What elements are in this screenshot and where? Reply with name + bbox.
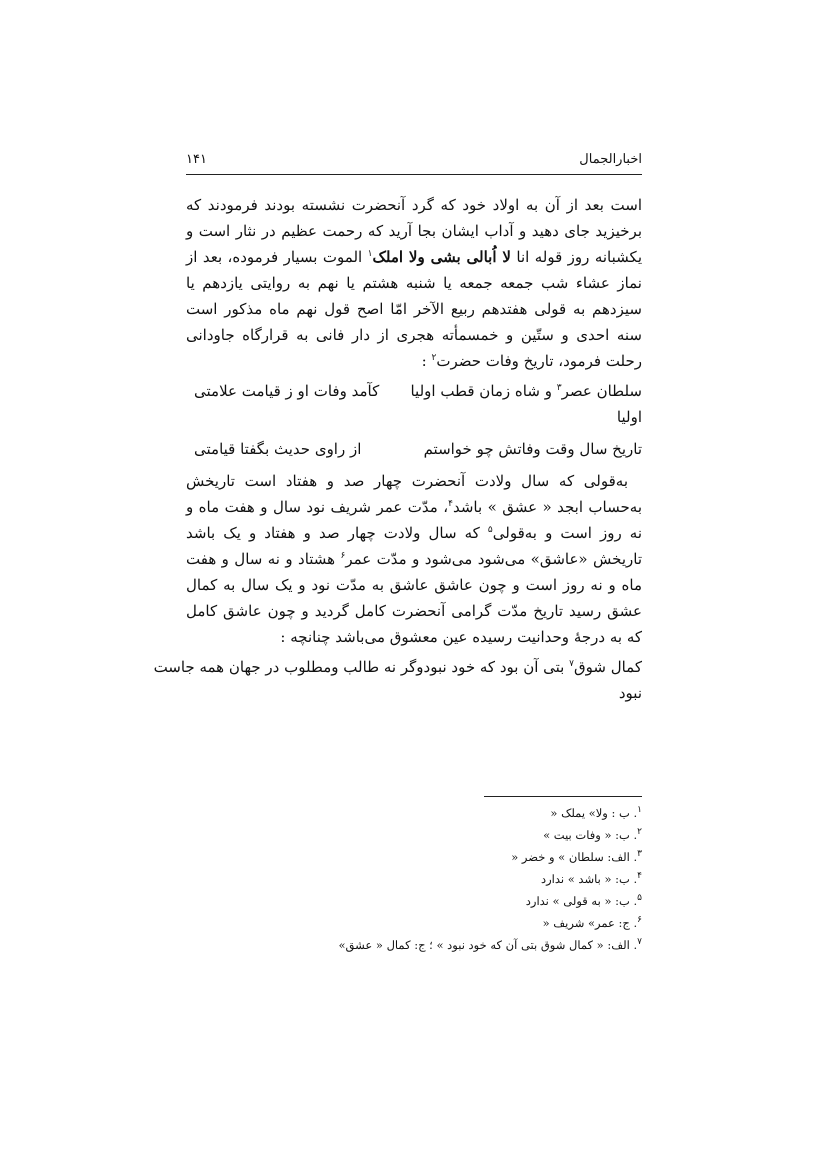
verse-1-first-hemistich [410,378,642,404]
page-number: ۱۴۱ [186,152,207,167]
text-run: است بعد از آن به اولاد خود که گرد آنحضرت نشسته بودند فرمودند که برخیزید جای دهید و آداب ایشان بجا آرید که رحمت عظیم در نثار است و یکشبانه روز قوله انا [186,196,642,266]
verse-2 [186,436,642,462]
footnote-ref: ۲ [431,353,437,363]
verse-3-first-hemistich [424,654,642,680]
footnote-number: ۷ [637,937,642,948]
verse-3-second-hemistich: وگر نه طالب ومطلوب در جهان همه جاست [153,658,424,676]
footnote-text: . ج: عمر» شریف « [542,916,638,930]
verse-3 [153,654,642,680]
footnote-2 [186,824,642,846]
verse-1-tail: اولیا [616,408,642,426]
text-run: و شاه زمان قطب اولیا [410,382,557,400]
footnotes [186,802,642,956]
verse-2-first-hemistich: تاریخ سال وقت وفاتش چو خواستم [423,440,642,458]
verse-2-second-hemistich: از راوی حدیث بگفتا قیامتی [194,440,362,458]
text-run: بتی آن بود که خود نبود [423,658,570,676]
paragraph-1 [186,192,642,374]
text-run: سلطان عصر [561,382,642,400]
text-run: که سال ولادت چهار صد و هفتاد و یک باشد تاریخش «عاشق» می‌شود می‌شود و مدّت عمر [186,524,642,568]
footnote-ref: ۷ [569,659,574,669]
text-run: هشتاد و نه سال و هفت ماه و نه روز است و چون عاشق عاشق به مدّت نود و یک سال به کمال عشق رسید تاریخ مدّت گرامی آنحضرت کامل گردید و چون عاشق کامل که به درجۀ وحدانیت رسیده عین معشوق می‌باشد چنانچه : [186,550,642,646]
footnote-number: ۳ [637,849,642,860]
footnote-text: . ب: « باشد » ندارد [540,872,638,886]
footnote-5 [186,890,642,912]
running-title: اخبارالجمال [579,152,642,167]
footnote-text: . الف: سلطان » و خضر « [511,850,638,864]
footnote-number: ۵ [637,893,642,904]
footnote-ref: ۱ [367,249,373,259]
verse-1 [186,378,642,404]
footnote-text: . ب: « به قولی » ندارد [525,894,638,908]
verse-1-second-hemistich: کآمد وفات او ز قیامت علامتی [194,382,380,400]
main-text [153,192,643,712]
footnote-4 [186,868,642,890]
text-run: ، مدّت عمر شریف نود سال و هفت ماه و نه روز است و به‌قولی [186,498,643,542]
text-run: کمال شوق [573,658,642,676]
footnote-text: . ب: « وفات بیت » [543,828,638,842]
footnote-1 [186,802,642,824]
bold-phrase: لا اُبالی بشی ولا املک [372,248,511,266]
footnote-separator [484,796,642,797]
footnote-text: . الف: « کمال شوق بتی آن که خود نبود » ؛ ج: کمال « عشق» [338,938,638,952]
verse-3-tail: نبود [618,684,642,702]
footnote-ref: ۵ [487,525,493,535]
text-run: : [421,352,432,370]
footnote-3 [186,846,642,868]
footnote-7 [186,934,642,956]
text-run: الموت بسیار فرموده، بعد از نماز عشاء شب جمعه جمعه یا شنبه هشتم یا نهم به روایتی یازدهم یا سیزدهم به قولی هفتدهم ربیع الآخر امّا اصح قول نهم ماه مذکور است سنه احدی و ستّین و خمسمأته هجری از دار فانی به قرارگاه جاودانی رحلت فرمود، تاریخ وفات حضرت [186,248,642,370]
footnote-number: ۱ [637,805,642,816]
footnote-number: ۶ [637,915,642,926]
page-header [186,152,642,175]
footnote-ref: ۳ [556,383,562,393]
footnote-ref: ۶ [340,551,346,561]
text-run: به‌قولی که سال ولادت آنحضرت چهار صد و هفتاد است تاریخش به‌حساب ابجد « عشق » باشد [186,472,642,516]
paragraph-2 [186,468,642,650]
footnote-number: ۲ [637,827,642,838]
footnote-ref: ۴ [448,499,453,509]
footnote-6 [186,912,642,934]
footnote-text: . ب : ولا» یملک « [550,806,638,820]
footnote-number: ۴ [637,871,642,882]
